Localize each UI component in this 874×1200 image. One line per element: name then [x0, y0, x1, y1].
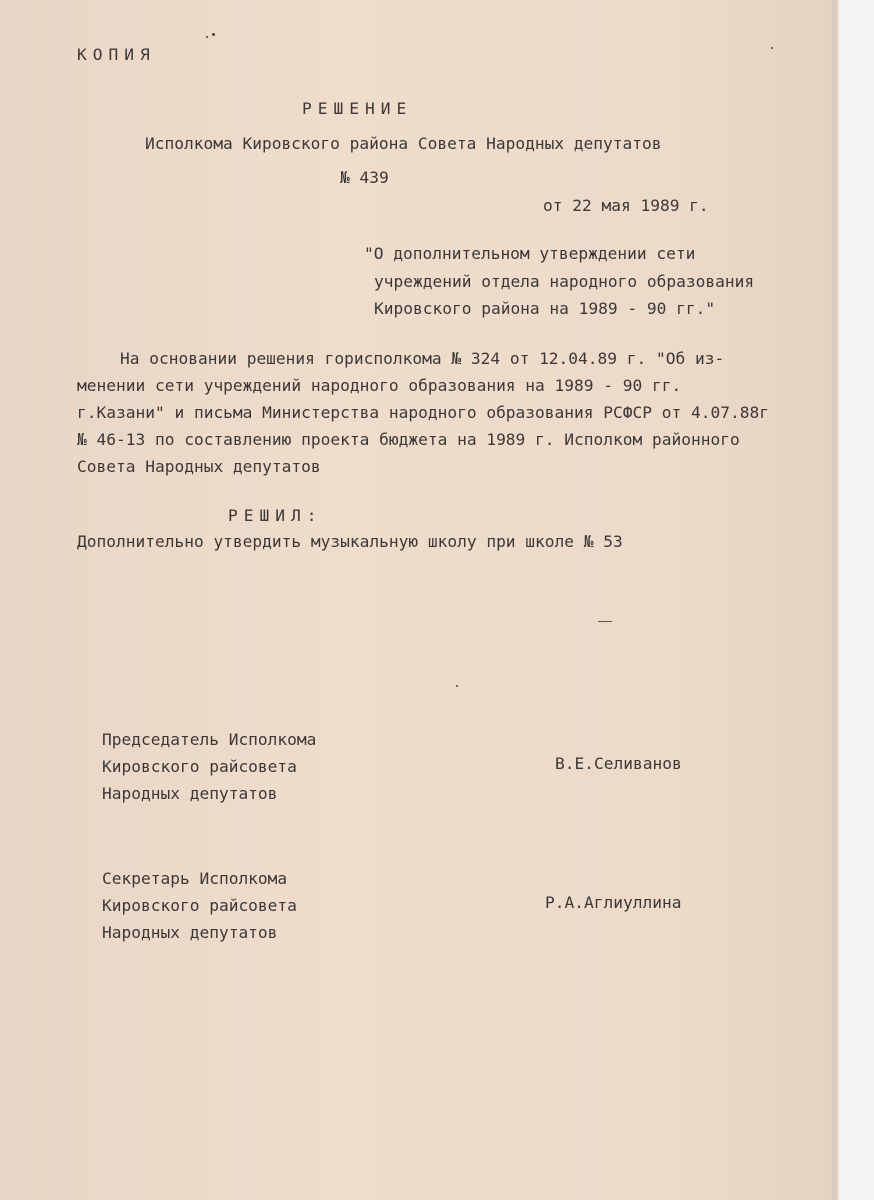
body-line: г.Казани" и письма Министерства народного образования РСФСР от 4.07.88г — [77, 403, 769, 422]
subject-line: Кировского района на 1989 - 90 гг." — [374, 299, 716, 318]
ink-dash — [598, 621, 612, 622]
signatory-name: Р.А.Аглиуллина — [545, 893, 682, 912]
signatory-title-line: Кировского райсовета — [102, 896, 297, 915]
body-line: менении сети учреждений народного образования на 1989 - 90 гг. — [77, 376, 682, 395]
paper-edge-shadow — [832, 0, 840, 1200]
body-line: № 46-13 по составлению проекта бюджета на 1989 г. Исполком районного — [77, 430, 740, 449]
subject-line: "О дополнительном утверждении сети — [364, 244, 696, 263]
decision-date: от 22 мая 1989 г. — [543, 196, 709, 215]
signatory-title-line: Народных депутатов — [102, 784, 278, 803]
body-line: На основании решения горисполкома № 324 от 12.04.89 г. "Об из- — [120, 349, 725, 368]
signatory-title-line: Народных депутатов — [102, 923, 278, 942]
copy-mark: КОПИЯ — [77, 45, 156, 64]
ink-speck — [456, 685, 458, 687]
signatory-name: В.Е.Селиванов — [555, 754, 682, 773]
document-title: РЕШЕНИЕ — [302, 99, 413, 118]
signatory-title-line: Секретарь Исполкома — [102, 869, 288, 888]
body-line: Совета Народных депутатов — [77, 457, 321, 476]
ink-speck — [212, 33, 215, 36]
ink-speck — [206, 36, 208, 38]
resolution-text: Дополнительно утвердить музыкальную школу при школе № 53 — [77, 532, 623, 551]
subject-line: учреждений отдела народного образования — [374, 272, 755, 291]
issuing-body: Исполкома Кировского района Совета Народных депутатов — [145, 134, 662, 153]
ink-speck — [771, 47, 773, 49]
signatory-title-line: Председатель Исполкома — [102, 730, 317, 749]
signatory-title-line: Кировского райсовета — [102, 757, 297, 776]
resolved-heading: РЕШИЛ: — [228, 506, 323, 525]
decision-number: № 439 — [340, 168, 389, 187]
